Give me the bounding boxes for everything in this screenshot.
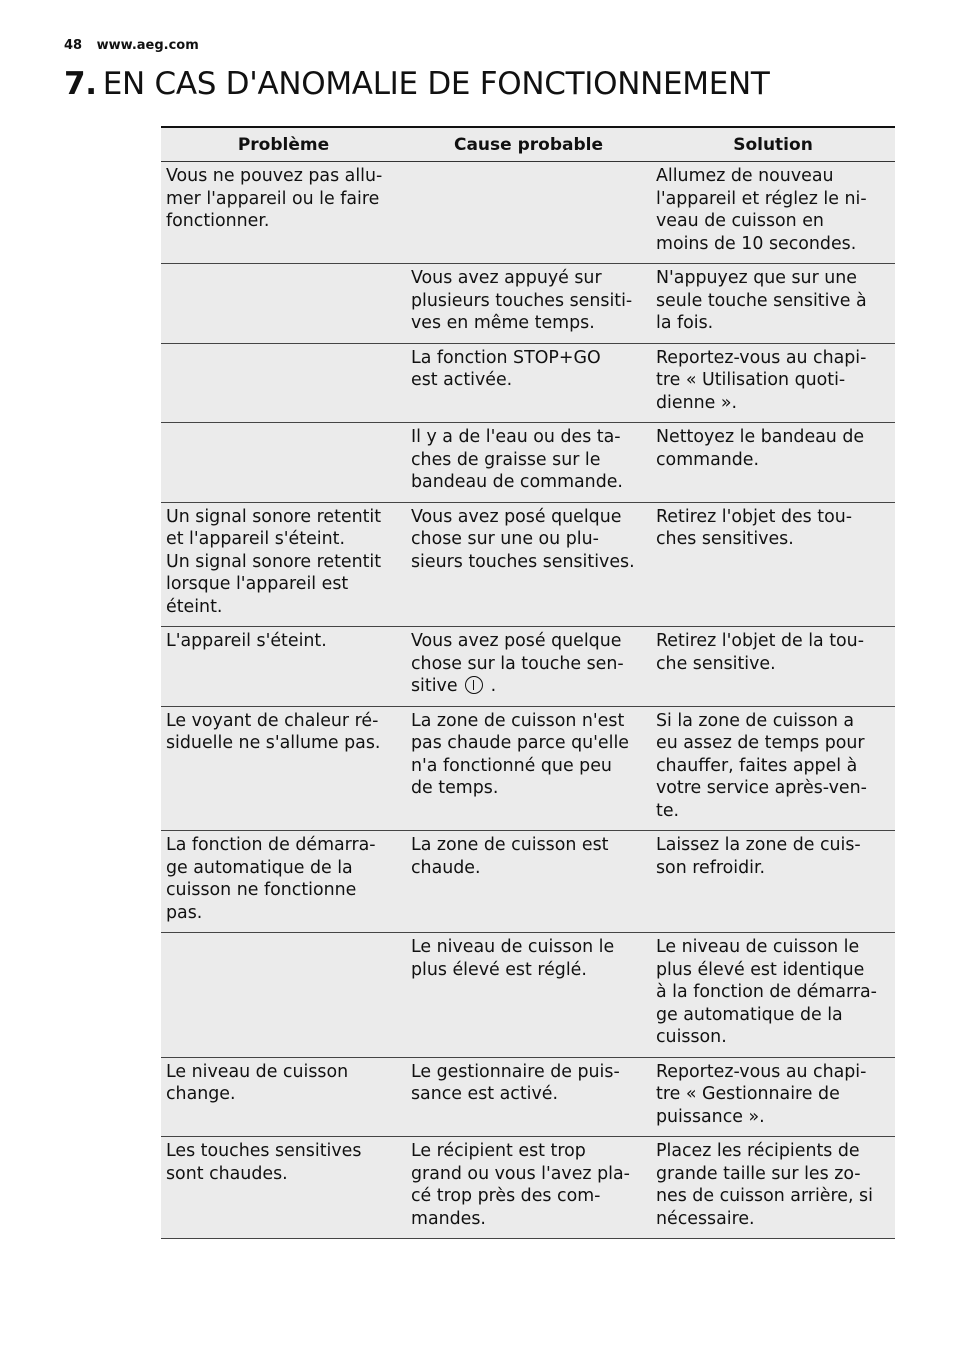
cause-cell: La fonction STOP+GO est activée. (406, 343, 651, 423)
column-header-problem: Problème (161, 127, 406, 162)
cause-cell: Vous avez posé quelque chose sur une ou plu- sieurs touches sensitives. (406, 502, 651, 627)
problem-cell: Les touches sensitives sont chaudes. (161, 1137, 406, 1239)
solution-cell: Le niveau de cuisson le plus élevé est identique à la fonction de démarra- ge automatique de la cuisson. (651, 933, 895, 1058)
table-row (161, 1137, 895, 1239)
solution-cell: N'appuyez que sur une seule touche sensitive à la fois. (651, 264, 895, 344)
cause-cell: Il y a de l'eau ou des ta- ches de graisse sur le bandeau de commande. (406, 423, 651, 503)
problem-cell: Un signal sonore retentit et l'appareil s'éteint. Un signal sonore retentit lorsque l'appareil est éteint. (161, 502, 406, 627)
cause-cell: Le niveau de cuisson le plus élevé est réglé. (406, 933, 651, 1058)
solution-cell: Reportez-vous au chapi- tre « Utilisation quoti- dienne ». (651, 343, 895, 423)
problem-cell: La fonction de démarra- ge automatique de la cuisson ne fonctionne pas. (161, 831, 406, 933)
table-header-row (161, 127, 895, 162)
solution-cell: Allumez de nouveau l'appareil et réglez le ni- veau de cuisson en moins de 10 secondes. (651, 162, 895, 264)
cause-text: Vous avez posé quelque chose sur la touche sen- sitive (411, 631, 624, 696)
solution-cell: Si la zone de cuisson a eu assez de temps pour chauffer, faites appel à votre service après-ven- te. (651, 706, 895, 831)
section-title (64, 66, 770, 102)
troubleshooting-table (161, 126, 895, 1239)
table-row (161, 627, 895, 707)
solution-cell: Retirez l'objet des tou- ches sensitives. (651, 502, 895, 627)
solution-cell: Nettoyez le bandeau de commande. (651, 423, 895, 503)
solution-cell: Retirez l'objet de la tou- che sensitive. (651, 627, 895, 707)
table-row (161, 706, 895, 831)
problem-cell (161, 423, 406, 503)
solution-cell: Reportez-vous au chapi- tre « Gestionnaire de puissance ». (651, 1057, 895, 1137)
cause-cell (406, 627, 651, 707)
section-title-text: EN CAS D'ANOMALIE DE FONCTIONNEMENT (102, 66, 770, 102)
cause-cell: Vous avez appuyé sur plusieurs touches sensiti- ves en même temps. (406, 264, 651, 344)
cause-cell: Le récipient est trop grand ou vous l'avez pla- cé trop près des com- mandes. (406, 1137, 651, 1239)
problem-cell: Vous ne pouvez pas allu- mer l'appareil ou le faire fonctionner. (161, 162, 406, 264)
website-url: www.aeg.com (96, 38, 199, 53)
table-row (161, 502, 895, 627)
problem-cell: Le voyant de chaleur ré- siduelle ne s'allume pas. (161, 706, 406, 831)
table-row (161, 1057, 895, 1137)
table-row (161, 423, 895, 503)
cause-cell (406, 162, 651, 264)
cause-cell: La zone de cuisson est chaude. (406, 831, 651, 933)
page-header (64, 38, 199, 53)
column-header-solution: Solution (651, 127, 895, 162)
problem-cell (161, 343, 406, 423)
section-number: 7. (64, 66, 97, 102)
cause-cell: Le gestionnaire de puis- sance est activé. (406, 1057, 651, 1137)
table-row (161, 343, 895, 423)
table-row (161, 933, 895, 1058)
problem-cell: L'appareil s'éteint. (161, 627, 406, 707)
cause-cell: La zone de cuisson n'est pas chaude parce qu'elle n'a fonctionné que peu de temps. (406, 706, 651, 831)
table-row (161, 831, 895, 933)
solution-cell: Placez les récipients de grande taille sur les zo- nes de cuisson arrière, si nécessaire. (651, 1137, 895, 1239)
column-header-cause: Cause probable (406, 127, 651, 162)
problem-cell (161, 933, 406, 1058)
problem-cell: Le niveau de cuisson change. (161, 1057, 406, 1137)
table-row (161, 162, 895, 264)
on-off-icon (465, 676, 483, 694)
table-row (161, 264, 895, 344)
cause-text-end: . (490, 676, 497, 696)
page-number: 48 (64, 38, 83, 53)
problem-cell (161, 264, 406, 344)
solution-cell: Laissez la zone de cuis- son refroidir. (651, 831, 895, 933)
